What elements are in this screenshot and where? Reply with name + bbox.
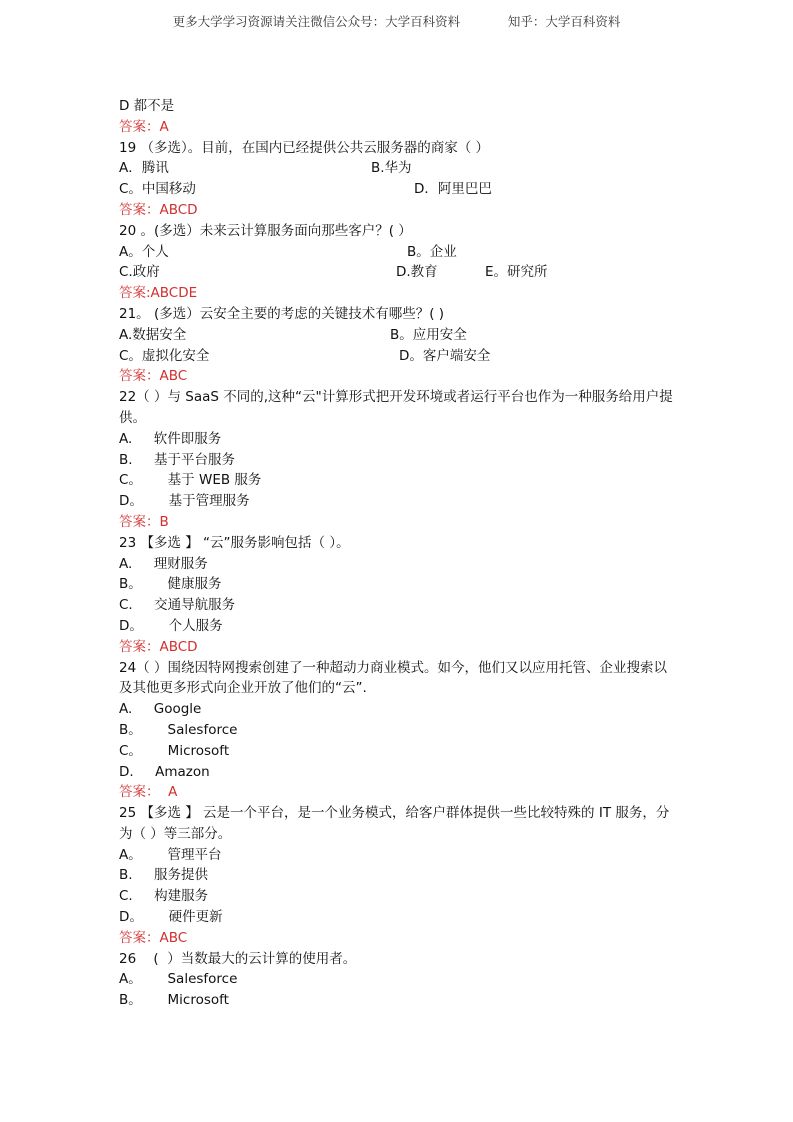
option-a: A。 Salesforce (119, 971, 238, 988)
option-b: B.华为 (371, 160, 412, 177)
header-left: 更多大学学习资源请关注微信公众号：大学百科资料 (172, 14, 461, 29)
question-25: 25 【多选 】 云是一个平台，是一个业务模式，给客户群体提供一些比较特殊的 IT 服务，分为（ ）等三部分。 (119, 805, 670, 842)
option-a: A. Google (119, 701, 202, 718)
option-a: A。个人 (119, 243, 169, 260)
answer-line: 答案：ABC (119, 929, 188, 946)
question-23: 23 【多选 】 “云”服务影响包括（ ）。 (119, 534, 350, 551)
answer-line: 答案： A (119, 784, 178, 801)
question-19: 19 （多选）。目前，在国内已经提供公共云服务器的商家（ ） (119, 139, 490, 156)
option-b: B。 Salesforce (119, 721, 238, 738)
option-c: C。 Microsoft (119, 742, 230, 759)
answer-line: 答案：ABCD (119, 201, 198, 218)
option-a: A．腾讯 (119, 160, 169, 177)
answer-line: 答案：B (119, 513, 169, 530)
option-row (119, 346, 679, 367)
option-a: A.数据安全 (119, 326, 187, 343)
answer-line: 答案:ABCDE (119, 285, 198, 302)
option-b: B。 健康服务 (119, 576, 222, 593)
question-26: 26 ( ）当数最大的云计算的使用者。 (119, 950, 357, 967)
option-b: B. 服务提供 (119, 867, 209, 884)
option-d: D．阿里巴巴 (414, 181, 492, 198)
option-d: D。 个人服务 (119, 617, 223, 634)
answer-line: 答案：A (119, 118, 169, 135)
question-22: 22（ ）与 SaaS 不同的,这种“云"计算形式把开发环境或者运行平台也作为一种服务给用户提供。 (119, 389, 673, 426)
question-21: 21。 (多选）云安全主要的考虑的关键技术有哪些？( ) (119, 305, 445, 322)
option-a: A。 管理平台 (119, 846, 222, 863)
option-line: D 都不是 (119, 98, 175, 114)
option-c: C。虚拟化安全 (119, 347, 210, 364)
question-24: 24（ ）围绕因特网搜索创建了一种超动力商业模式。如今，他们又以应用托管、企业搜索以及其他更多形式向企业开放了他们的“云”. (119, 659, 667, 697)
option-row (119, 158, 679, 179)
option-row (119, 242, 679, 263)
option-row (119, 325, 679, 346)
document-body (119, 96, 679, 1011)
option-c: C。中国移动 (119, 181, 196, 198)
option-d: D。 基于管理服务 (119, 493, 250, 510)
option-a: A. 软件即服务 (119, 430, 222, 447)
question-20: 20 。(多选）未来云计算服务面向那些客户？( ） (119, 222, 412, 239)
option-b: B。 Microsoft (119, 992, 229, 1009)
option-b: B. 基于平台服务 (119, 451, 236, 468)
option-row (119, 179, 679, 200)
option-row (119, 262, 679, 283)
option-c: C. 交通导航服务 (119, 597, 236, 614)
option-c: C. 构建服务 (119, 888, 209, 905)
option-b: B。企业 (407, 243, 457, 260)
answer-line: 答案：ABC (119, 368, 188, 385)
option-d: D。客户端安全 (399, 347, 491, 364)
option-d: D.教育 (396, 264, 438, 281)
page-header (0, 12, 793, 30)
option-c: C。 基于 WEB 服务 (119, 472, 262, 489)
option-d: D。 硬件更新 (119, 909, 223, 926)
option-d: D. Amazon (119, 763, 210, 780)
option-a: A. 理财服务 (119, 555, 208, 572)
option-b: B。应用安全 (390, 326, 467, 343)
option-e: E。研究所 (485, 264, 548, 281)
answer-line: 答案：ABCD (119, 638, 198, 655)
option-c: C.政府 (119, 264, 160, 281)
header-right: 知乎：大学百科资料 (507, 14, 621, 29)
